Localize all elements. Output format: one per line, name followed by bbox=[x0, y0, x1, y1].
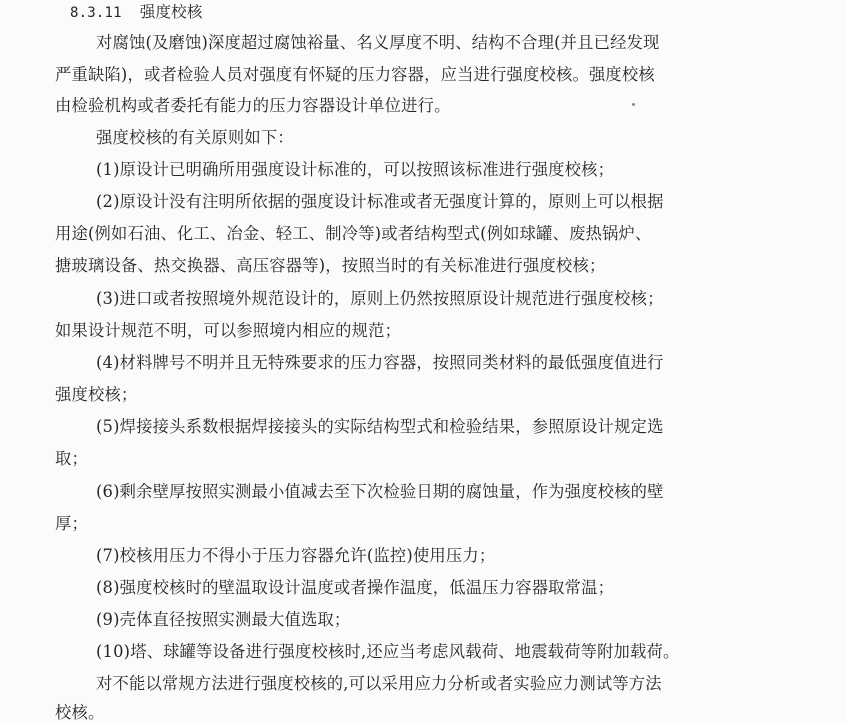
list-item: (3)进口或者按照境外规范设计的，原则上仍然按照原设计规范进行强度校核； bbox=[96, 289, 664, 308]
section-number: 8.3.11 bbox=[70, 5, 122, 21]
list-item-continuation: 强度校核； bbox=[55, 385, 138, 404]
scan-speck bbox=[632, 103, 635, 106]
list-item-continuation: 如果设计规范不明，可以参照境内相应的规范； bbox=[55, 321, 402, 340]
list-item: (1)原设计已明确所用强度设计标准的，可以按照该标准进行强度校核； bbox=[96, 160, 615, 179]
list-item: (2)原设计没有注明所依据的强度设计标准或者无强度计算的，原则上可以根据 bbox=[96, 192, 664, 211]
list-item-continuation: 搪玻璃设备、热交换器、高压容器等)，按照当时的有关标准进行强度校核； bbox=[55, 256, 606, 275]
list-item: (10)塔、球罐等设备进行强度校核时,还应当考虑风载荷、地震载荷等附加载荷。 bbox=[96, 642, 680, 661]
section-heading bbox=[70, 0, 203, 22]
list-item-continuation: 厚； bbox=[55, 514, 88, 533]
list-item: (8)强度校核时的壁温取设计温度或者操作温度，低温压力容器取常温； bbox=[96, 578, 615, 597]
paragraph-line: 严重缺陷)，或者检验人员对强度有怀疑的压力容器，应当进行强度校核。强度校核 bbox=[55, 65, 655, 84]
list-item: (9)壳体直径按照实测最大值选取； bbox=[96, 610, 351, 629]
list-item-continuation: 取； bbox=[55, 449, 88, 468]
paragraph-line: 对不能以常规方法进行强度校核的,可以采用应力分析或者实验应力测试等方法 bbox=[96, 674, 662, 693]
paragraph-line: 校核。 bbox=[55, 703, 105, 722]
paragraph-line: 由检验机构或者委托有能力的压力容器设计单位进行。 bbox=[55, 96, 451, 115]
paragraph-line: 强度校核的有关原则如下： bbox=[96, 128, 294, 147]
list-item-continuation: 用途(例如石油、化工、冶金、轻工、制冷等)或者结构型式(例如球罐、废热锅炉、 bbox=[55, 224, 652, 243]
section-title: 强度校核 bbox=[139, 3, 203, 21]
list-item: (7)校核用压力不得小于压力容器允许(监控)使用压力； bbox=[96, 546, 496, 565]
list-item: (6)剩余壁厚按照实测最小值减去至下次检验日期的腐蚀量，作为强度校核的壁 bbox=[96, 482, 664, 501]
paragraph-line: 对腐蚀(及磨蚀)深度超过腐蚀裕量、名义厚度不明、结构不合理(并且已经发现 bbox=[96, 33, 660, 52]
list-item: (5)焊接接头系数根据焊接接头的实际结构型式和检验结果，参照原设计规定选 bbox=[96, 417, 664, 436]
list-item: (4)材料牌号不明并且无特殊要求的压力容器，按照同类材料的最低强度值进行 bbox=[96, 353, 664, 372]
